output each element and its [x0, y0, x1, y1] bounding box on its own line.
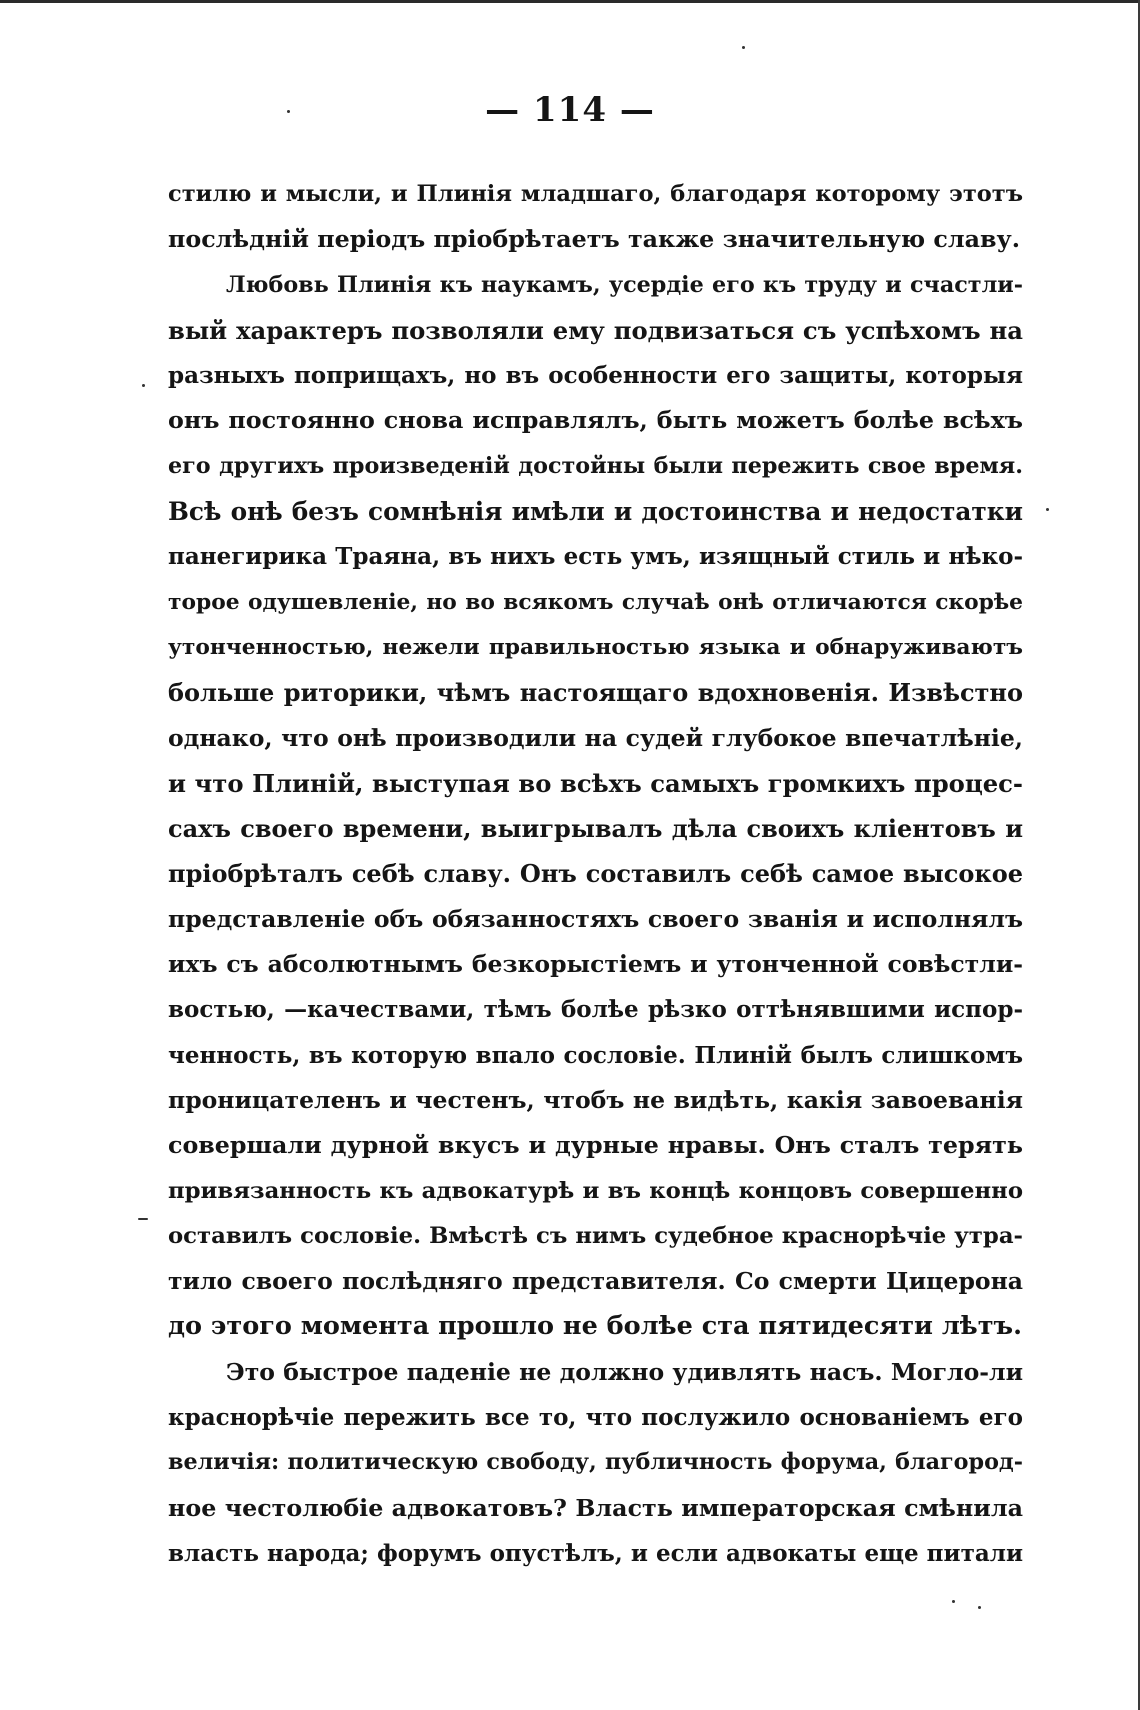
text-line: стилю и мысли, и Плинія младшаго, благодаря которому этотъ	[168, 181, 1023, 207]
text-line: Это быстрое паденіе не должно удивлять насъ. Могло-ли	[226, 1357, 1023, 1386]
text-line: востью, —качествами, тѣмъ болѣе рѣзко оттѣнявшими испор-	[168, 996, 1023, 1024]
text-line: больше риторики, чѣмъ настоящаго вдохновенія. Извѣстно	[168, 678, 1023, 708]
scan-speck	[1046, 508, 1049, 511]
scan-speck	[952, 1600, 955, 1603]
scan-speck	[978, 1606, 981, 1609]
text-line: послѣдній періодъ пріобрѣтаетъ также значительную славу.	[168, 225, 1020, 254]
text-line: привязанность къ адвокатурѣ и въ концѣ концовъ совершенно	[168, 1177, 1023, 1204]
text-line: однако, что онѣ производили на судей глубокое впечатлѣніе,	[168, 723, 1023, 752]
text-line: ченность, въ которую впало сословіе. Плиній былъ слишкомъ	[168, 1041, 1023, 1069]
scan-edge-top	[0, 0, 1140, 3]
text-line: тило своего послѣдняго представителя. Со смерти Цицерона	[168, 1267, 1023, 1296]
text-line: Любовь Плинія къ наукамъ, усердіе его къ труду и счастли-	[226, 271, 1023, 298]
scan-speck	[142, 384, 145, 387]
text-line: вый характеръ позволяли ему подвизаться съ успѣхомъ на	[168, 315, 1023, 345]
text-line: онъ постоянно снова исправлялъ, быть можетъ болѣе всѣхъ	[168, 406, 1023, 435]
page-number: — 114 —	[485, 90, 655, 130]
text-line: оставилъ сословіе. Вмѣстѣ съ нимъ судебное краснорѣчіе утра-	[168, 1222, 1023, 1249]
text-line: и что Плиній, выступая во всѣхъ самыхъ громкихъ процес-	[168, 768, 1023, 798]
text-line: власть народа; форумъ опустѣлъ, и если адвокаты еще питали	[168, 1539, 1023, 1567]
scan-speck	[138, 1218, 148, 1220]
text-line: величія: политическую свободу, публичность форума, благород-	[168, 1449, 1023, 1476]
text-line: торое одушевленіе, но во всякомъ случаѣ онѣ отличаются скорѣе	[168, 589, 1023, 615]
text-line: совершали дурной вкусъ и дурные нравы. Онъ сталъ терять	[168, 1131, 1023, 1160]
text-line: сахъ своего времени, выигрывалъ дѣла своихъ кліентовъ и	[168, 814, 1023, 844]
scan-speck	[742, 46, 745, 49]
text-line: его другихъ произведеній достойны были пережить свое время.	[168, 452, 1023, 479]
text-line: краснорѣчіе пережить все то, что послужило основаніемъ его	[168, 1404, 1023, 1432]
text-line: ное честолюбіе адвокатовъ? Власть императорская смѣнила	[168, 1493, 1023, 1522]
text-line: разныхъ поприщахъ, но въ особенности его защиты, которыя	[168, 362, 1023, 390]
body-text	[168, 172, 1023, 1576]
text-line: до этого момента прошло не болѣе ста пятидесяти лѣтъ.	[168, 1311, 1022, 1342]
text-line: проницателенъ и честенъ, чтобъ не видѣть, какія завоеванія	[168, 1085, 1023, 1114]
text-line: Всѣ онѣ безъ сомнѣнія имѣли и достоинства и недостатки	[168, 497, 1023, 527]
text-line: утонченностью, нежели правильностью языка и обнаруживаютъ	[168, 634, 1023, 660]
text-line: пріобрѣталъ себѣ славу. Онъ составилъ себѣ самое высокое	[168, 859, 1023, 889]
text-line: представленіе объ обязанностяхъ своего званія и исполнялъ	[168, 904, 1023, 933]
text-line: панегирика Траяна, въ нихъ есть умъ, изящный стиль и нѣко-	[168, 543, 1023, 571]
text-line: ихъ съ абсолютнымъ безкорыстіемъ и утонченной совѣстли-	[168, 950, 1023, 979]
